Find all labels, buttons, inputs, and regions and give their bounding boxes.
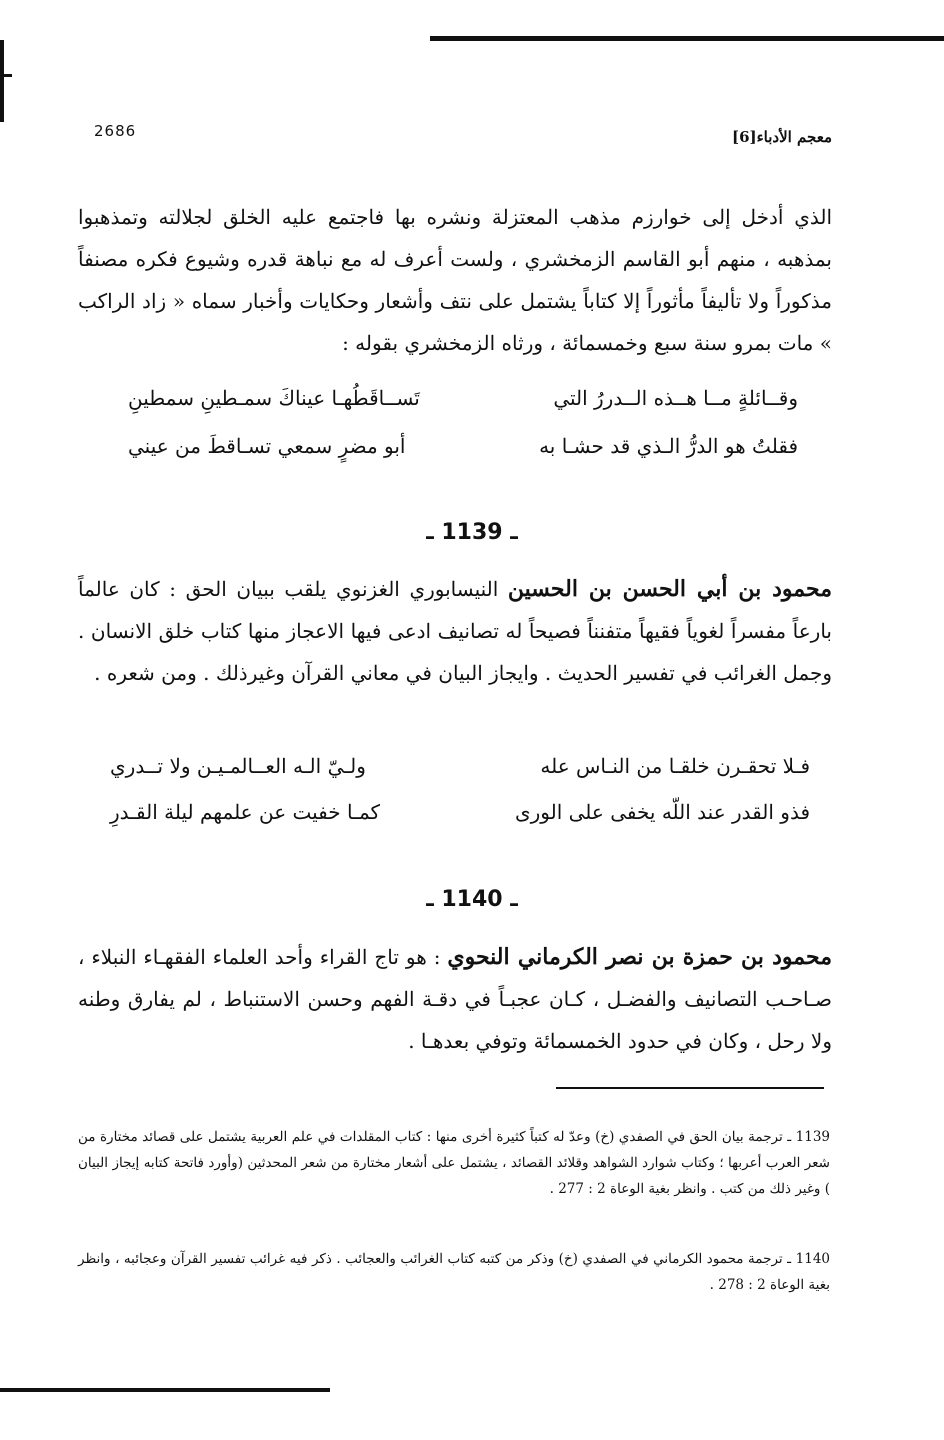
footnote-1139: 1139 ـ ترجمة بيان الحق في الصفدي (خ) وعدّ له كتباً كثيرة أخرى منها : كتاب المقلدات في علم العربية يشتمل على قصائد مختارة من شعر العرب أعربها ؛ وكتاب شوارد الشواهد وقلائد القصائد ، يشتمل على أشعار مختارة من شعر المحدثين (وأورد فاتحة كتابه إيجاز البيان ) وغير ذلك من كتب . وانظر بغية الوعاة 2 : 277 . — [78, 1129, 830, 1197]
verse-second-hemistich: ولـيّ الـه العــالمـيـن ولا تــدري — [110, 754, 366, 778]
page-number: 2686 — [94, 122, 137, 140]
entry-number-1139: ـ 1139 ـ — [426, 520, 518, 545]
verse-line — [110, 754, 810, 798]
left-edge-mark — [0, 40, 4, 122]
verse-first-hemistich: فـلا تحقـرن خلقـا من النـاس عله — [540, 754, 810, 778]
verse-line — [128, 386, 798, 430]
entry-1140-paragraph — [78, 936, 832, 1062]
verse-second-hemistich: تَســاقَطُهـا عيناكَ سمـطينِ سمطينِ — [128, 386, 420, 410]
intro-paragraph: الذي أدخل إلى خوارزم مذهب المعتزلة ونشره بها فاجتمع عليه الخلق لجلالته وتمذهبوا بمذهبه ، منهم أبو القاسم الزمخشري ، ولست أعرف له مع نباهة قدره وشيوع فكره مصنفاً مذكوراً ولا تأليفاً مأثوراً إلا كتاباً يشتمل على نتف وأشعار وحكايات وأخبار سماه « زاد الراكب » مات بمرو سنة سبع وخمسمائة ، ورثاه الزمخشري بقوله : — [78, 205, 832, 355]
header-top-rule — [430, 36, 944, 41]
entry-1139-paragraph — [78, 568, 832, 694]
footnote-1140: 1140 ـ ترجمة محمود الكرماني في الصفدي (خ) وذكر من كتبه كتاب الغرائب والعجائب . ذكر فيه غرائب تفسير القرآن وعجائبه ، وانظر بغية الوعاة 2 : 278 . — [78, 1251, 830, 1293]
entry-1140-text: : هو تاج القراء وأحد العلماء الفقهـاء النبلاء ، صـاحـب التصانيف والفضـل ، كـان عجبـاً في دقـة الفهم وحسن الاستنباط ، لم يفارق وطنه ولا رحل ، وكان في حدود الخمسمائة وتوفي بعدهـا . — [78, 945, 832, 1053]
verse-first-hemistich: وقــائلةٍ مــا هــذه الــدررُ التي — [553, 386, 798, 410]
verse-second-hemistich: كمـا خفيت عن علمهم ليلة القـدرِ — [110, 800, 381, 824]
verse-line — [110, 800, 810, 844]
footnote-separator — [556, 1087, 824, 1089]
verse-line — [128, 434, 798, 478]
left-edge-tick — [0, 74, 12, 77]
entry-1140-name: محمود بن حمزة بن نصر الكرماني النحوي — [447, 944, 832, 970]
entry-1139-text: النيسابوري الغزنوي يلقب ببيان الحق : كان عالماً بارعاً مفسراً لغوياً فقيهاً متفنناً فصيحاً له تصانيف ادعى فيها الاعجاز منها كتاب خلق الانسان . وجمل الغرائب في تفسير الحديث . وايجاز البيان في معاني القرآن وغيرذلك . ومن شعره . — [78, 577, 832, 685]
running-title: معجم الأدباء[6] — [731, 128, 832, 146]
entry-number-1140: ـ 1140 ـ — [426, 887, 518, 912]
entry-1139-name: محمود بن أبي الحسن بن الحسين — [507, 576, 832, 602]
verse-second-hemistich: أبو مضرٍ سمعي تسـاقطَ من عيني — [128, 434, 406, 458]
verse-first-hemistich: فذو القدر عند اللّه يخفى على الورى — [514, 800, 810, 824]
bottom-rule — [0, 1388, 330, 1392]
verse-first-hemistich: فقلتُ هو الدرُّ الـذي قد حشـا به — [539, 434, 798, 458]
